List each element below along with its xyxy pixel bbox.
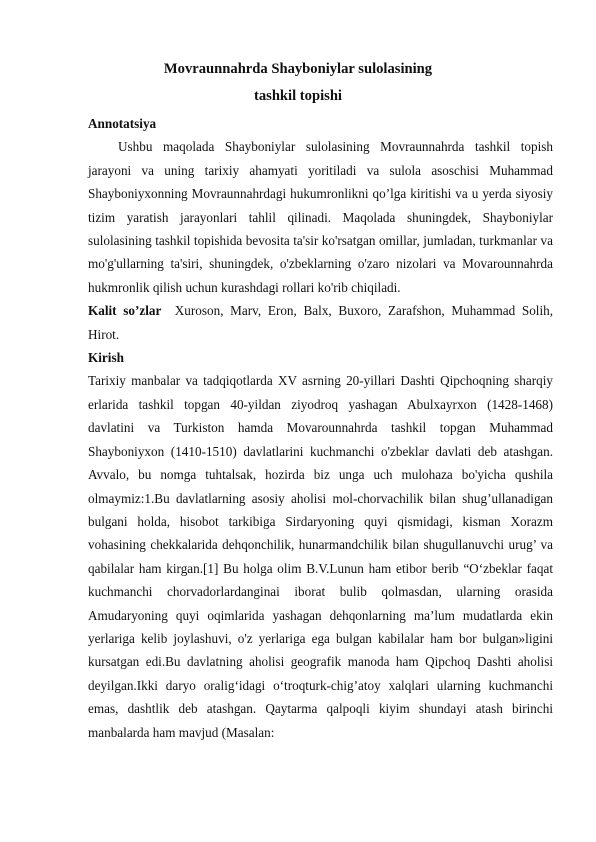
paper-title-line-1: Movraunnahrda Shayboniylar sulolasining	[163, 61, 433, 77]
annotation-paragraph: Ushbu maqolada Shayboniylar sulolasining Movraunnahrda tashkil topish jarayoni va uning tarixiy ahamyati yoritiladi va sulola asoschisi Muhammad Shayboniyxonning Movraunnahrdagi hukumronlikni qo’lga kiritishi va u yerda siyosiy tizim yaratish jarayonlari tahlil qilinadi. Maqolada shuningdek, Shayboniylar sulolasining tashkil topishida bevosita ta'sir ko'rsatgan omillar, jumladan, turkmanlar va mo'g'ullarning ta'siri, shuningdek, o'zbeklarning o'zaro nizolari va Movarounnahrda hukmronlik qilish uchun kurashdagi rollari ko'rib chiqiladi.	[88, 139, 553, 295]
keywords-paragraph	[88, 299, 553, 346]
keywords-text: Xuroson, Marv, Eron, Balx, Buxoro, Zarafshon, Muhammad Solih, Hirot.	[88, 303, 554, 342]
keywords-label: Kalit so’zlar	[88, 303, 162, 319]
introduction-heading: Kirish	[88, 350, 124, 366]
annotation-heading: Annotatsiya	[88, 116, 157, 131]
paper-title-line-2: tashkil topishi	[253, 88, 342, 104]
introduction-paragraph: Tarixiy manbalar va tadqiqotlarda XV asrning 20-yillari Dashti Qipchoqning sharqiy erlarida tashkil topgan 40-yildan ziyodroq yashagan Abulxayrxon (1428-1468) davlatini va Turkiston hamda Movarounnahrda tashkil topgan Muhammad Shayboniyxon (1410-1510) davlatlarini kuchmanchi o'zbeklar davlati deb atashgan. Avvalo, bu nomga tuhtalsak, hozirda biz unga uch mulohaza bo'yicha qushila olmaymiz:1.Bu davlatlarning asosiy aholisi mol-chorvachilik bilan shug’ullanadigan bulgani holda, hisobot tarkibiga Sirdaryoning quyi qismidagi, kisman Xorazm vohasining chekkalarida dehqonchilik, hunarmandchilik bilan shugullanuvchi urug’ va qabilalar ham kirgan.[1] Bu holga olim B.V.Lunun ham etibor berib “O‘zbeklar faqat kuchmanchi chorvadorlardanginai iborat bulib qolmasdan, ularning orasida Amudaryoning quyi oqimlarida yashagan dehqonlarning ma’lum mudatlarda ekin yerlariga kelib joylashuvi, o'z yerlariga ega bulgan kabilalar ham bor bulgan»ligini kursatgan edi.Bu davlatning aholisi geografik manoda ham Qipchoq Dashti aholisi deyilgan.Ikki daryo oralig‘idagi o‘troqturk-chig’atoy xalqlari ularning kuchmanchi emas, dashtlik deb atashgan. Qaytarma qalpoqli kiyim shundayi atash birinchi manbalarda ham mavjud (Masalan:	[88, 373, 553, 740]
paper-body	[88, 112, 553, 744]
